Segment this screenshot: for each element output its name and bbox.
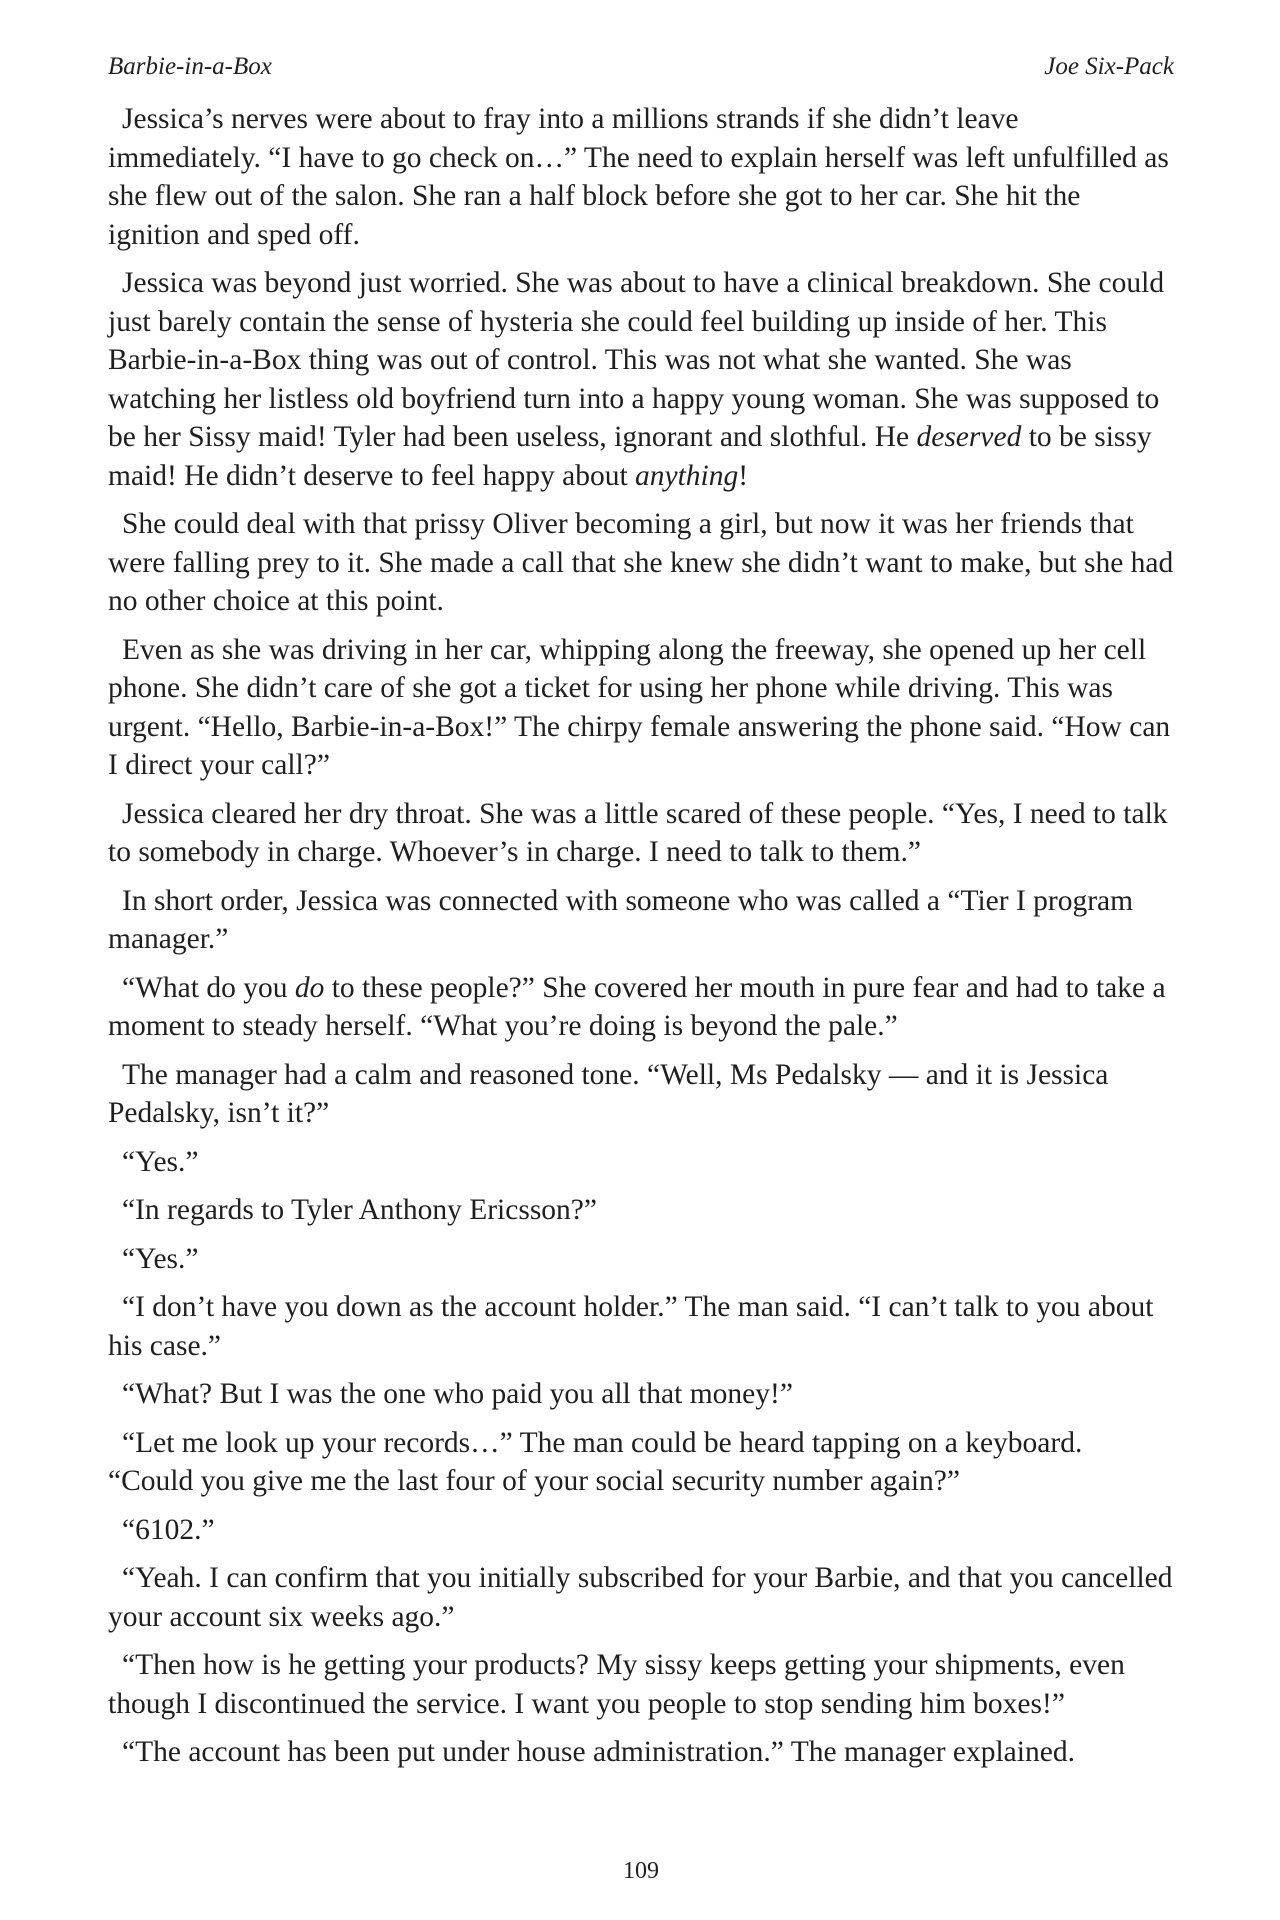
text-run: ! xyxy=(738,459,749,492)
text-run: Even as she was driving in her car, whipping along the freeway, she opened up her cell phone. She didn’t care of she got a ticket for using her phone while driving. This was urgent. “Hello, Barbie-in-a-Box!” The chirpy female answering the phone said. “How can I direct your call?” xyxy=(108,633,1171,781)
book-title: Barbie-in-a-Box xyxy=(108,53,272,80)
running-header xyxy=(108,50,1174,84)
text-run: “The account has been put under house administration.” The manager explained. xyxy=(122,1736,1075,1768)
paragraph xyxy=(108,1056,1174,1133)
italic-text: do xyxy=(294,971,325,1004)
paragraph xyxy=(108,505,1174,621)
author-name: Joe Six-Pack xyxy=(1044,53,1174,80)
text-run: to these people?” She covered her mouth in pure fear and had to take a moment to steady herself. “What you’re doing is beyond the pale.” xyxy=(108,971,1166,1042)
text-run: Jessica’s nerves were about to fray into a millions strands if she didn’t leave immediately. “I have to go check on…” The need to explain herself was left unfulfilled as she flew out of the salon. She ran a half block before she got to her car. She hit the ignition and sped off. xyxy=(108,103,1169,251)
text-run: In short order, Jessica was connected with someone who was called a “Tier I program manager.” xyxy=(108,884,1134,955)
text-run: “Then how is he getting your products? My sissy keeps getting your shipments, even though I discontinued the service. I want you people to stop sending him boxes!” xyxy=(108,1649,1125,1720)
paragraph xyxy=(108,1559,1174,1636)
text-run: The manager had a calm and reasoned tone. “Well, Ms Pedalsky — and it is Jessica Pedalsky, isn’t it?” xyxy=(108,1058,1109,1129)
paragraph xyxy=(108,1375,1174,1414)
paragraph xyxy=(108,1511,1174,1550)
text-run: “I don’t have you down as the account holder.” The man said. “I can’t talk to you about his case.” xyxy=(108,1291,1154,1362)
paragraph xyxy=(108,969,1174,1046)
paragraph xyxy=(108,1288,1174,1365)
paragraph xyxy=(108,1191,1174,1230)
text-run: “In regards to Tyler Anthony Ericsson?” xyxy=(122,1194,597,1226)
body-text xyxy=(108,100,1174,1772)
italic-text: deserved xyxy=(916,421,1022,453)
book-page xyxy=(108,50,1174,1890)
text-run: “Yes.” xyxy=(122,1145,199,1178)
italic-text: anything xyxy=(635,459,739,492)
paragraph xyxy=(108,264,1174,495)
paragraph xyxy=(108,882,1174,959)
paragraph xyxy=(108,1646,1174,1723)
paragraph xyxy=(108,631,1174,785)
text-run: “6102.” xyxy=(122,1513,215,1546)
text-run: Jessica cleared her dry throat. She was a little scared of these people. “Yes, I need to talk to somebody in charge. Whoever’s in charge. I need to talk to them.” xyxy=(108,797,1168,868)
text-run: “Yeah. I can confirm that you initially subscribed for your Barbie, and that you cancelled your account six weeks ago.” xyxy=(108,1562,1173,1633)
paragraph xyxy=(108,1733,1174,1772)
text-run: “What? But I was the one who paid you all that money!” xyxy=(122,1378,793,1410)
text-run: Jessica was beyond just worried. She was about to have a clinical breakdown. She could just barely contain the sense of hysteria she could feel building up inside of her. This Barbie-in-a-Box thing was out of control. This was not what she wanted. She was watching her listless old boyfriend turn into a happy young woman. She was supposed to be her Sissy maid! Tyler had been useless, ignorant and slothful. He xyxy=(108,267,1165,453)
paragraph xyxy=(108,1143,1174,1182)
paragraph xyxy=(108,795,1174,872)
paragraph xyxy=(108,1424,1174,1501)
paragraph xyxy=(108,100,1174,254)
paragraph xyxy=(108,1240,1174,1279)
text-run: “What do you xyxy=(122,971,295,1004)
text-run: “Let me look up your records…” The man could be heard tapping on a keyboard. “Could you give me the last four of your social security number again?” xyxy=(108,1426,1083,1497)
text-run: to be sissy maid! He didn’t deserve to feel happy about xyxy=(108,421,1152,492)
text-run: “Yes.” xyxy=(122,1242,199,1275)
page-number: 109 xyxy=(623,1858,659,1884)
text-run: She could deal with that prissy Oliver becoming a girl, but now it was her friends that were falling prey to it. She made a call that she knew she didn’t want to make, but she had no other choice at this point. xyxy=(108,508,1174,617)
